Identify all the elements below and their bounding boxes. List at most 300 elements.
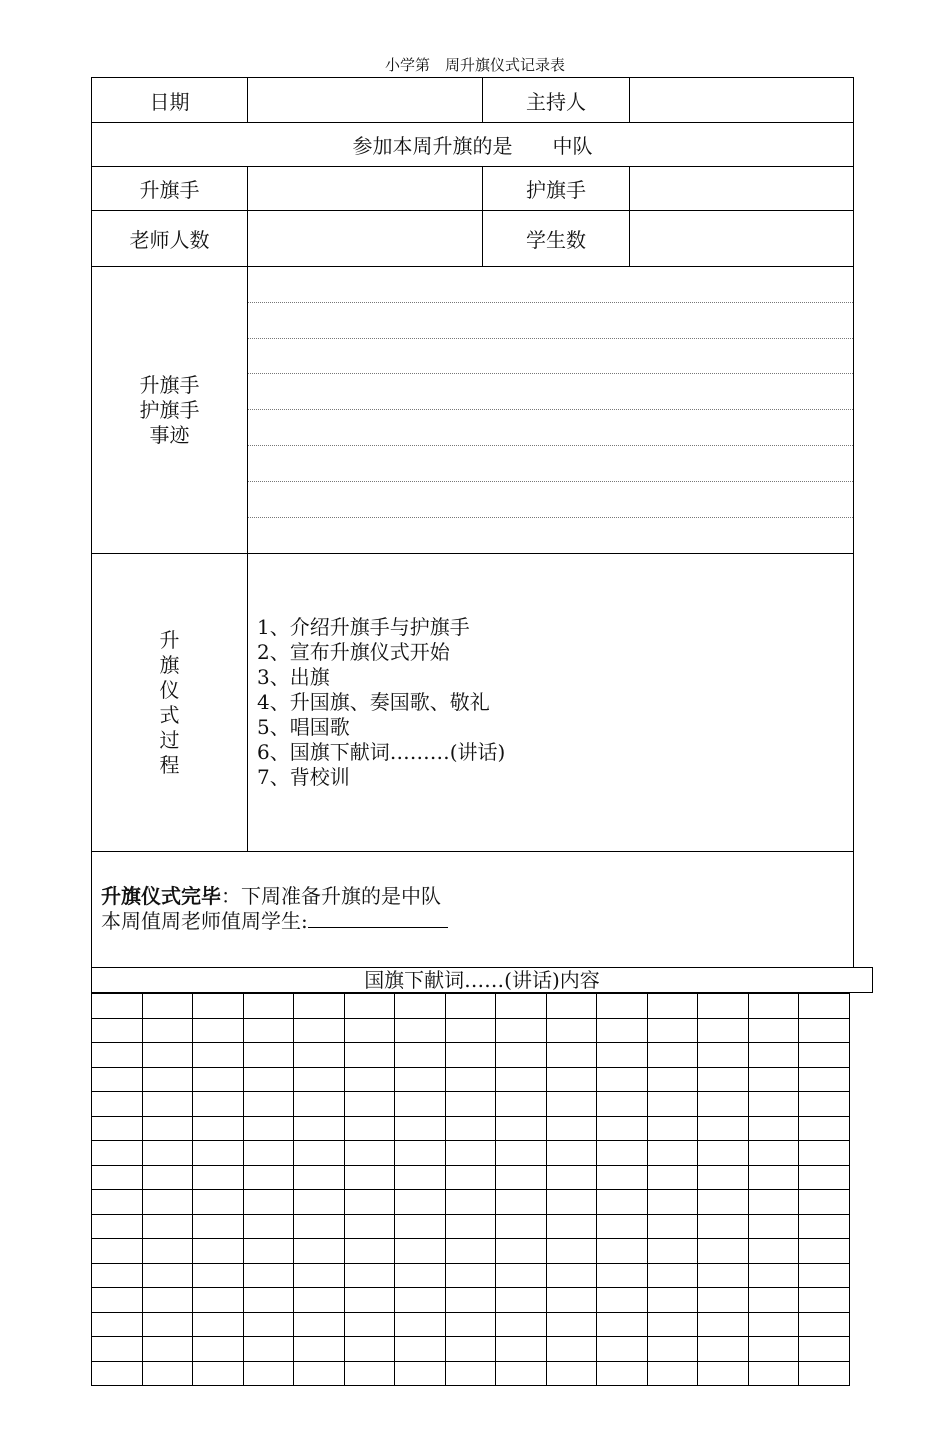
grid-cell[interactable]	[496, 994, 547, 1019]
grid-cell[interactable]	[395, 1141, 446, 1166]
writing-line	[248, 481, 853, 482]
grid-cell[interactable]	[496, 1214, 547, 1239]
grid-cell[interactable]	[496, 1067, 547, 1092]
grid-cell[interactable]	[597, 1141, 648, 1166]
grid-cell[interactable]	[748, 1263, 799, 1288]
grid-cell[interactable]	[445, 1165, 496, 1190]
grid-cell[interactable]	[496, 1312, 547, 1337]
grid-cell[interactable]	[294, 1190, 345, 1215]
flag-raiser-field[interactable]	[248, 167, 482, 210]
grid-cell[interactable]	[193, 1337, 244, 1362]
grid-cell[interactable]	[748, 1239, 799, 1264]
grid-cell[interactable]	[647, 1116, 698, 1141]
process-label-char: 仪	[159, 677, 180, 702]
grid-cell[interactable]	[92, 1116, 143, 1141]
grid-cell[interactable]	[799, 1043, 850, 1068]
process-label-char: 旗	[159, 652, 180, 677]
grid-cell[interactable]	[496, 1239, 547, 1264]
grid-cell[interactable]	[597, 1263, 648, 1288]
grid-cell[interactable]	[748, 1337, 799, 1362]
grid-cell[interactable]	[344, 1165, 395, 1190]
grid-cell[interactable]	[748, 1067, 799, 1092]
grid-cell[interactable]	[193, 1361, 244, 1386]
grid-cell[interactable]	[294, 1288, 345, 1313]
grid-cell[interactable]	[546, 1361, 597, 1386]
grid-cell[interactable]	[344, 1067, 395, 1092]
grid-cell[interactable]	[344, 1239, 395, 1264]
grid-cell[interactable]	[445, 1018, 496, 1043]
grid-cell[interactable]	[395, 1214, 446, 1239]
grid-cell[interactable]	[496, 1190, 547, 1215]
grid-cell[interactable]	[294, 1018, 345, 1043]
grid-cell[interactable]	[142, 1018, 193, 1043]
grid-cell[interactable]	[748, 1141, 799, 1166]
grid-cell[interactable]	[546, 1141, 597, 1166]
grid-cell[interactable]	[243, 1288, 294, 1313]
grid-cell[interactable]	[344, 1018, 395, 1043]
grid-cell[interactable]	[92, 1288, 143, 1313]
grid-cell[interactable]	[92, 1141, 143, 1166]
flag-guard-label: 护旗手	[526, 178, 586, 202]
grid-cell[interactable]	[294, 1312, 345, 1337]
grid-cell[interactable]	[193, 1214, 244, 1239]
grid-cell[interactable]	[546, 1214, 597, 1239]
grid-cell[interactable]	[647, 1214, 698, 1239]
process-step: 2、宣布升旗仪式开始	[257, 640, 450, 664]
grid-cell[interactable]	[344, 1214, 395, 1239]
grid-row	[92, 1312, 850, 1337]
grid-cell[interactable]	[748, 994, 799, 1019]
grid-row	[92, 1067, 850, 1092]
grid-cell[interactable]	[142, 1116, 193, 1141]
grid-cell[interactable]	[748, 1361, 799, 1386]
grid-cell[interactable]	[92, 1018, 143, 1043]
grid-cell[interactable]	[748, 1116, 799, 1141]
process-step: 5、唱国歌	[257, 715, 350, 739]
grid-row	[92, 1288, 850, 1313]
process-label-char: 程	[159, 752, 180, 777]
participating-squad-text: 参加本周升旗的是 中队	[352, 134, 593, 158]
grid-row	[92, 1190, 850, 1215]
grid-cell[interactable]	[647, 1190, 698, 1215]
grid-cell[interactable]	[445, 1214, 496, 1239]
next-week-text: ：下周准备升旗的是中队	[221, 884, 441, 908]
grid-cell[interactable]	[92, 1043, 143, 1068]
grid-cell[interactable]	[647, 1141, 698, 1166]
grid-cell[interactable]	[395, 1067, 446, 1092]
grid-cell[interactable]	[142, 1361, 193, 1386]
grid-cell[interactable]	[799, 1214, 850, 1239]
grid-cell[interactable]	[546, 1190, 597, 1215]
grid-cell[interactable]	[546, 1092, 597, 1117]
grid-cell[interactable]	[92, 1092, 143, 1117]
grid-row	[92, 1361, 850, 1386]
grid-cell[interactable]	[395, 1263, 446, 1288]
grid-cell[interactable]	[193, 1067, 244, 1092]
grid-cell[interactable]	[294, 1239, 345, 1264]
duty-blank[interactable]	[308, 909, 448, 928]
grid-cell[interactable]	[243, 1312, 294, 1337]
grid-cell[interactable]	[698, 1239, 749, 1264]
grid-cell[interactable]	[243, 1239, 294, 1264]
grid-cell[interactable]	[142, 1337, 193, 1362]
grid-cell[interactable]	[344, 994, 395, 1019]
grid-row	[92, 1263, 850, 1288]
grid-cell[interactable]	[799, 1263, 850, 1288]
grid-cell[interactable]	[395, 1239, 446, 1264]
grid-cell[interactable]	[546, 1165, 597, 1190]
grid-cell[interactable]	[193, 1312, 244, 1337]
grid-cell[interactable]	[496, 1043, 547, 1068]
grid-cell[interactable]	[647, 1263, 698, 1288]
grid-row	[92, 1141, 850, 1166]
grid-cell[interactable]	[243, 1361, 294, 1386]
grid-cell[interactable]	[647, 1018, 698, 1043]
grid-cell[interactable]	[597, 1190, 648, 1215]
process-step: 1、介绍升旗手与护旗手	[257, 615, 470, 639]
grid-cell[interactable]	[799, 1312, 850, 1337]
grid-cell[interactable]	[647, 994, 698, 1019]
grid-cell[interactable]	[243, 1141, 294, 1166]
grid-cell[interactable]	[92, 1165, 143, 1190]
grid-row	[92, 1165, 850, 1190]
grid-cell[interactable]	[243, 1214, 294, 1239]
grid-cell[interactable]	[546, 1337, 597, 1362]
grid-cell[interactable]	[698, 1092, 749, 1117]
grid-cell[interactable]	[698, 1116, 749, 1141]
grid-cell[interactable]	[344, 1141, 395, 1166]
grid-cell[interactable]	[92, 1263, 143, 1288]
grid-row	[92, 1214, 850, 1239]
grid-cell[interactable]	[799, 1141, 850, 1166]
grid-cell[interactable]	[597, 1337, 648, 1362]
grid-cell[interactable]	[597, 1312, 648, 1337]
grid-cell[interactable]	[142, 1214, 193, 1239]
process-step: 7、背校训	[257, 765, 350, 789]
grid-cell[interactable]	[243, 1165, 294, 1190]
writing-line	[248, 517, 853, 518]
grid-cell[interactable]	[698, 1165, 749, 1190]
grid-cell[interactable]	[698, 1067, 749, 1092]
grid-cell[interactable]	[799, 1067, 850, 1092]
grid-cell[interactable]	[496, 1116, 547, 1141]
grid-cell[interactable]	[193, 1190, 244, 1215]
grid-cell[interactable]	[496, 1337, 547, 1362]
grid-cell[interactable]	[445, 1312, 496, 1337]
grid-cell[interactable]	[243, 994, 294, 1019]
grid-cell[interactable]	[748, 1288, 799, 1313]
grid-cell[interactable]	[445, 1263, 496, 1288]
grid-cell[interactable]	[294, 1214, 345, 1239]
grid-cell[interactable]	[193, 1116, 244, 1141]
grid-cell[interactable]	[395, 1288, 446, 1313]
grid-cell[interactable]	[294, 994, 345, 1019]
grid-cell[interactable]	[445, 1288, 496, 1313]
grid-cell[interactable]	[142, 1043, 193, 1068]
date-label: 日期	[149, 89, 190, 114]
grid-cell[interactable]	[142, 1288, 193, 1313]
row-divider	[91, 851, 854, 852]
grid-cell[interactable]	[546, 1288, 597, 1313]
grid-cell[interactable]	[496, 1263, 547, 1288]
grid-cell[interactable]	[243, 1092, 294, 1117]
process-step: 6、国旗下献词………(讲话)	[257, 740, 506, 764]
grid-cell[interactable]	[92, 1312, 143, 1337]
grid-cell[interactable]	[698, 1361, 749, 1386]
grid-cell[interactable]	[597, 1092, 648, 1117]
process-label	[92, 554, 247, 851]
grid-cell[interactable]	[698, 994, 749, 1019]
grid-cell[interactable]	[647, 1361, 698, 1386]
finish-bold-label: 升旗仪式完毕	[101, 884, 221, 908]
grid-row	[92, 994, 850, 1019]
grid-cell[interactable]	[193, 1141, 244, 1166]
grid-cell[interactable]	[445, 1092, 496, 1117]
grid-cell[interactable]	[698, 1018, 749, 1043]
grid-cell[interactable]	[243, 1043, 294, 1068]
grid-cell[interactable]	[142, 1067, 193, 1092]
grid-cell[interactable]	[243, 1190, 294, 1215]
grid-cell[interactable]	[445, 1043, 496, 1068]
grid-cell[interactable]	[294, 1361, 345, 1386]
grid-cell[interactable]	[799, 1239, 850, 1264]
grid-cell[interactable]	[748, 1190, 799, 1215]
grid-cell[interactable]	[546, 1263, 597, 1288]
grid-cell[interactable]	[799, 1190, 850, 1215]
grid-cell[interactable]	[597, 994, 648, 1019]
grid-cell[interactable]	[546, 1116, 597, 1141]
grid-cell[interactable]	[546, 1239, 597, 1264]
process-step: 3、出旗	[257, 665, 330, 689]
grid-cell[interactable]	[647, 1092, 698, 1117]
grid-cell[interactable]	[698, 1190, 749, 1215]
grid-cell[interactable]	[243, 1116, 294, 1141]
grid-cell[interactable]	[92, 1337, 143, 1362]
grid-cell[interactable]	[294, 1165, 345, 1190]
grid-cell[interactable]	[748, 1165, 799, 1190]
grid-cell[interactable]	[92, 994, 143, 1019]
grid-cell[interactable]	[395, 1190, 446, 1215]
grid-cell[interactable]	[799, 1288, 850, 1313]
grid-cell[interactable]	[799, 1116, 850, 1141]
grid-cell[interactable]	[243, 1337, 294, 1362]
grid-cell[interactable]	[294, 1337, 345, 1362]
grid-cell[interactable]	[294, 1141, 345, 1166]
process-label-char: 升	[159, 627, 180, 652]
grid-cell[interactable]	[92, 1361, 143, 1386]
date-field[interactable]	[248, 78, 482, 122]
finish-section	[101, 884, 448, 934]
deeds-label-line: 事迹	[149, 422, 190, 447]
writing-line	[248, 373, 853, 374]
grid-cell[interactable]	[799, 1165, 850, 1190]
grid-cell[interactable]	[92, 1239, 143, 1264]
grid-cell[interactable]	[445, 1239, 496, 1264]
grid-cell[interactable]	[142, 1165, 193, 1190]
flag-raiser-label: 升旗手	[139, 178, 200, 202]
student-count-label: 学生数	[526, 228, 586, 252]
process-step: 4、升国旗、奏国歌、敬礼	[257, 690, 490, 714]
grid-cell[interactable]	[193, 1043, 244, 1068]
grid-cell[interactable]	[799, 1018, 850, 1043]
grid-cell[interactable]	[142, 1092, 193, 1117]
flag-guard-field[interactable]	[630, 167, 853, 210]
grid-row	[92, 1337, 850, 1362]
grid-cell[interactable]	[294, 1263, 345, 1288]
grid-cell[interactable]	[597, 1288, 648, 1313]
grid-cell[interactable]	[243, 1067, 294, 1092]
grid-cell[interactable]	[344, 1337, 395, 1362]
writing-line	[248, 338, 853, 339]
grid-cell[interactable]	[799, 1361, 850, 1386]
grid-cell[interactable]	[597, 1165, 648, 1190]
grid-cell[interactable]	[647, 1043, 698, 1068]
page-title: 小学第 周升旗仪式记录表	[384, 56, 565, 74]
grid-cell[interactable]	[445, 1141, 496, 1166]
grid-cell[interactable]	[698, 1263, 749, 1288]
grid-row	[92, 1018, 850, 1043]
teacher-count-label: 老师人数	[129, 228, 210, 252]
grid-cell[interactable]	[395, 1361, 446, 1386]
grid-cell[interactable]	[698, 1337, 749, 1362]
grid-cell[interactable]	[698, 1141, 749, 1166]
grid-cell[interactable]	[92, 1067, 143, 1092]
grid-cell[interactable]	[142, 1263, 193, 1288]
grid-cell[interactable]	[445, 1067, 496, 1092]
grid-cell[interactable]	[294, 1116, 345, 1141]
deeds-label-line: 护旗手	[139, 397, 200, 422]
grid-cell[interactable]	[647, 1337, 698, 1362]
grid-cell[interactable]	[496, 1018, 547, 1043]
teacher-count-field[interactable]	[248, 211, 482, 266]
grid-cell[interactable]	[799, 1092, 850, 1117]
host-label: 主持人	[526, 89, 586, 114]
grid-cell[interactable]	[344, 1263, 395, 1288]
grid-cell[interactable]	[243, 1263, 294, 1288]
grid-cell[interactable]	[597, 1018, 648, 1043]
grid-cell[interactable]	[344, 1288, 395, 1313]
grid-cell[interactable]	[142, 1141, 193, 1166]
grid-cell[interactable]	[344, 1361, 395, 1386]
writing-line	[248, 302, 853, 303]
grid-cell[interactable]	[445, 1337, 496, 1362]
grid-cell[interactable]	[344, 1092, 395, 1117]
grid-cell[interactable]	[698, 1312, 749, 1337]
grid-cell[interactable]	[647, 1165, 698, 1190]
process-label-char: 过	[159, 727, 180, 752]
grid-cell[interactable]	[294, 1067, 345, 1092]
grid-cell[interactable]	[445, 1361, 496, 1386]
duty-text: 本周值周老师值周学生:	[101, 909, 308, 933]
grid-cell[interactable]	[395, 1116, 446, 1141]
deeds-writing-area[interactable]	[248, 267, 853, 553]
grid-cell[interactable]	[193, 1239, 244, 1264]
speech-grid[interactable]	[91, 993, 850, 1386]
grid-cell[interactable]	[344, 1043, 395, 1068]
grid-cell[interactable]	[344, 1190, 395, 1215]
grid-cell[interactable]	[344, 1312, 395, 1337]
grid-cell[interactable]	[597, 1239, 648, 1264]
grid-cell[interactable]	[597, 1214, 648, 1239]
grid-cell[interactable]	[597, 1043, 648, 1068]
grid-cell[interactable]	[748, 1018, 799, 1043]
grid-cell[interactable]	[193, 1165, 244, 1190]
grid-cell[interactable]	[597, 1067, 648, 1092]
grid-cell[interactable]	[395, 1018, 446, 1043]
grid-cell[interactable]	[647, 1288, 698, 1313]
grid-cell[interactable]	[142, 1312, 193, 1337]
grid-cell[interactable]	[698, 1214, 749, 1239]
grid-cell[interactable]	[546, 994, 597, 1019]
grid-cell[interactable]	[92, 1190, 143, 1215]
grid-cell[interactable]	[142, 1190, 193, 1215]
grid-cell[interactable]	[445, 994, 496, 1019]
grid-cell[interactable]	[395, 1312, 446, 1337]
grid-cell[interactable]	[799, 1337, 850, 1362]
duty-line	[101, 909, 448, 934]
grid-cell[interactable]	[395, 1043, 446, 1068]
grid-cell[interactable]	[698, 1288, 749, 1313]
grid-cell[interactable]	[92, 1214, 143, 1239]
grid-cell[interactable]	[193, 1092, 244, 1117]
process-steps	[257, 615, 505, 790]
grid-cell[interactable]	[142, 1239, 193, 1264]
grid-cell[interactable]	[294, 1092, 345, 1117]
grid-cell[interactable]	[294, 1043, 345, 1068]
student-count-field[interactable]	[630, 211, 853, 266]
grid-cell[interactable]	[193, 1263, 244, 1288]
grid-cell[interactable]	[597, 1361, 648, 1386]
grid-cell[interactable]	[546, 1043, 597, 1068]
grid-cell[interactable]	[546, 1067, 597, 1092]
grid-row	[92, 1239, 850, 1264]
grid-cell[interactable]	[496, 1141, 547, 1166]
grid-cell[interactable]	[496, 1165, 547, 1190]
grid-cell[interactable]	[395, 1337, 446, 1362]
grid-cell[interactable]	[142, 994, 193, 1019]
grid-cell[interactable]	[748, 1312, 799, 1337]
grid-cell[interactable]	[395, 1165, 446, 1190]
grid-cell[interactable]	[546, 1018, 597, 1043]
grid-cell[interactable]	[647, 1312, 698, 1337]
writing-line	[248, 409, 853, 410]
grid-cell[interactable]	[193, 1288, 244, 1313]
grid-cell[interactable]	[395, 994, 446, 1019]
grid-cell[interactable]	[647, 1239, 698, 1264]
grid-cell[interactable]	[496, 1092, 547, 1117]
finish-line	[101, 884, 448, 909]
grid-cell[interactable]	[395, 1092, 446, 1117]
grid-cell[interactable]	[344, 1116, 395, 1141]
grid-cell[interactable]	[748, 1043, 799, 1068]
grid-cell[interactable]	[799, 994, 850, 1019]
grid-cell[interactable]	[496, 1361, 547, 1386]
grid-cell[interactable]	[597, 1116, 648, 1141]
grid-cell[interactable]	[243, 1018, 294, 1043]
speech-grid-header: 国旗下献词……(讲话)内容	[91, 967, 873, 993]
grid-cell[interactable]	[193, 1018, 244, 1043]
grid-cell[interactable]	[445, 1190, 496, 1215]
host-field[interactable]	[630, 78, 853, 122]
grid-cell[interactable]	[647, 1067, 698, 1092]
grid-cell[interactable]	[546, 1312, 597, 1337]
grid-cell[interactable]	[748, 1214, 799, 1239]
grid-cell[interactable]	[193, 994, 244, 1019]
grid-cell[interactable]	[698, 1043, 749, 1068]
grid-cell[interactable]	[445, 1116, 496, 1141]
grid-cell[interactable]	[748, 1092, 799, 1117]
grid-cell[interactable]	[496, 1288, 547, 1313]
